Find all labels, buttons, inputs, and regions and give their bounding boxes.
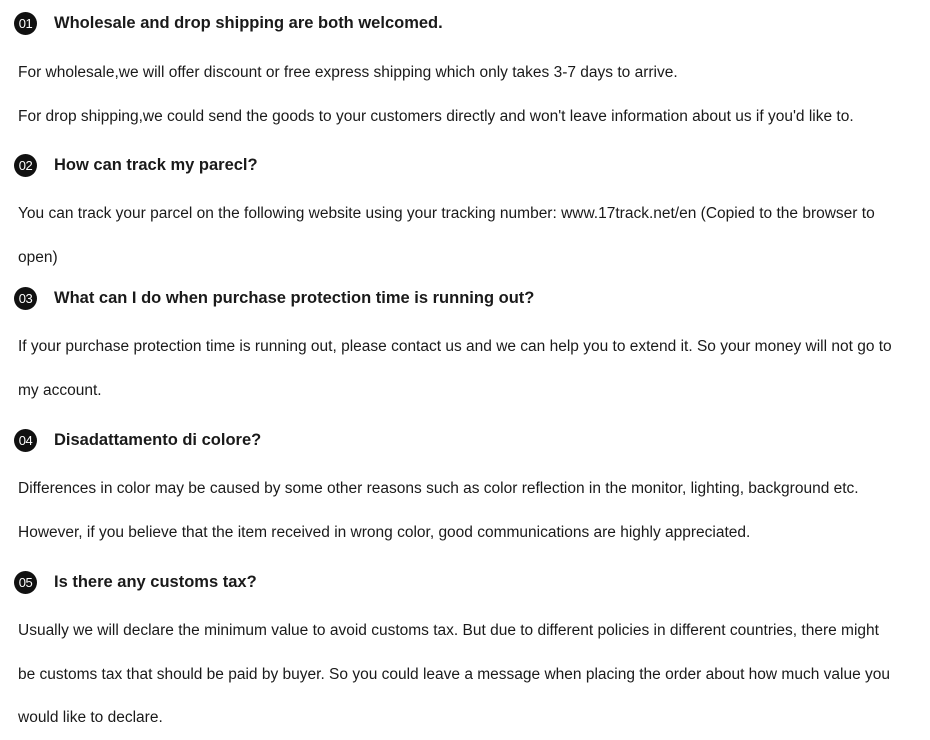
- answer-line: would like to declare.: [18, 709, 163, 726]
- answer-line: my account.: [18, 381, 102, 399]
- question-text: What can I do when purchase protection time is running out?: [54, 288, 535, 307]
- faq-question-3: [14, 285, 534, 311]
- question-text: Wholesale and drop shipping are both welcomed.: [54, 13, 443, 32]
- answer-line: For wholesale,we will offer discount or free express shipping which only takes 3-7 days to arrive.: [18, 64, 678, 81]
- answer-line: However, if you believe that the item received in wrong color, good communications are highly appreciated.: [18, 523, 751, 541]
- faq-question-4: [14, 427, 261, 453]
- faq-question-2: [14, 152, 258, 178]
- faq-answer-4: [18, 467, 913, 554]
- faq-answer-2: [18, 192, 913, 279]
- number-badge: 04: [14, 429, 37, 452]
- faq-question-1: [14, 10, 443, 36]
- faq-answer-1: [18, 51, 913, 138]
- faq-question-5: [14, 569, 257, 595]
- answer-line: open): [18, 248, 58, 266]
- faq-answer-5: [18, 609, 913, 740]
- number-badge: 02: [14, 154, 37, 177]
- number-badge: 01: [14, 12, 37, 35]
- number-badge: 05: [14, 571, 37, 594]
- answer-line: be customs tax that should be paid by buyer. So you could leave a message when placing the order about how much value you: [18, 665, 890, 683]
- answer-line: You can track your parcel on the following website using your tracking number: www.17track.net/en (Copied to the browser to: [18, 205, 875, 222]
- answer-line: If your purchase protection time is running out, please contact us and we can help you to extend it. So your money will not go to: [18, 338, 892, 355]
- question-text: Disadattamento di colore?: [54, 430, 262, 449]
- answer-line: Usually we will declare the minimum value to avoid customs tax. But due to different policies in different countries, there might: [18, 622, 879, 639]
- answer-line: For drop shipping,we could send the goods to your customers directly and won't leave information about us if you'd like to.: [18, 107, 854, 125]
- question-text: Is there any customs tax?: [54, 572, 257, 591]
- answer-line: Differences in color may be caused by some other reasons such as color reflection in the monitor, lighting, background etc.: [18, 480, 859, 497]
- number-badge: 03: [14, 287, 37, 310]
- question-text: How can track my parecl?: [54, 155, 258, 174]
- faq-answer-3: [18, 325, 913, 412]
